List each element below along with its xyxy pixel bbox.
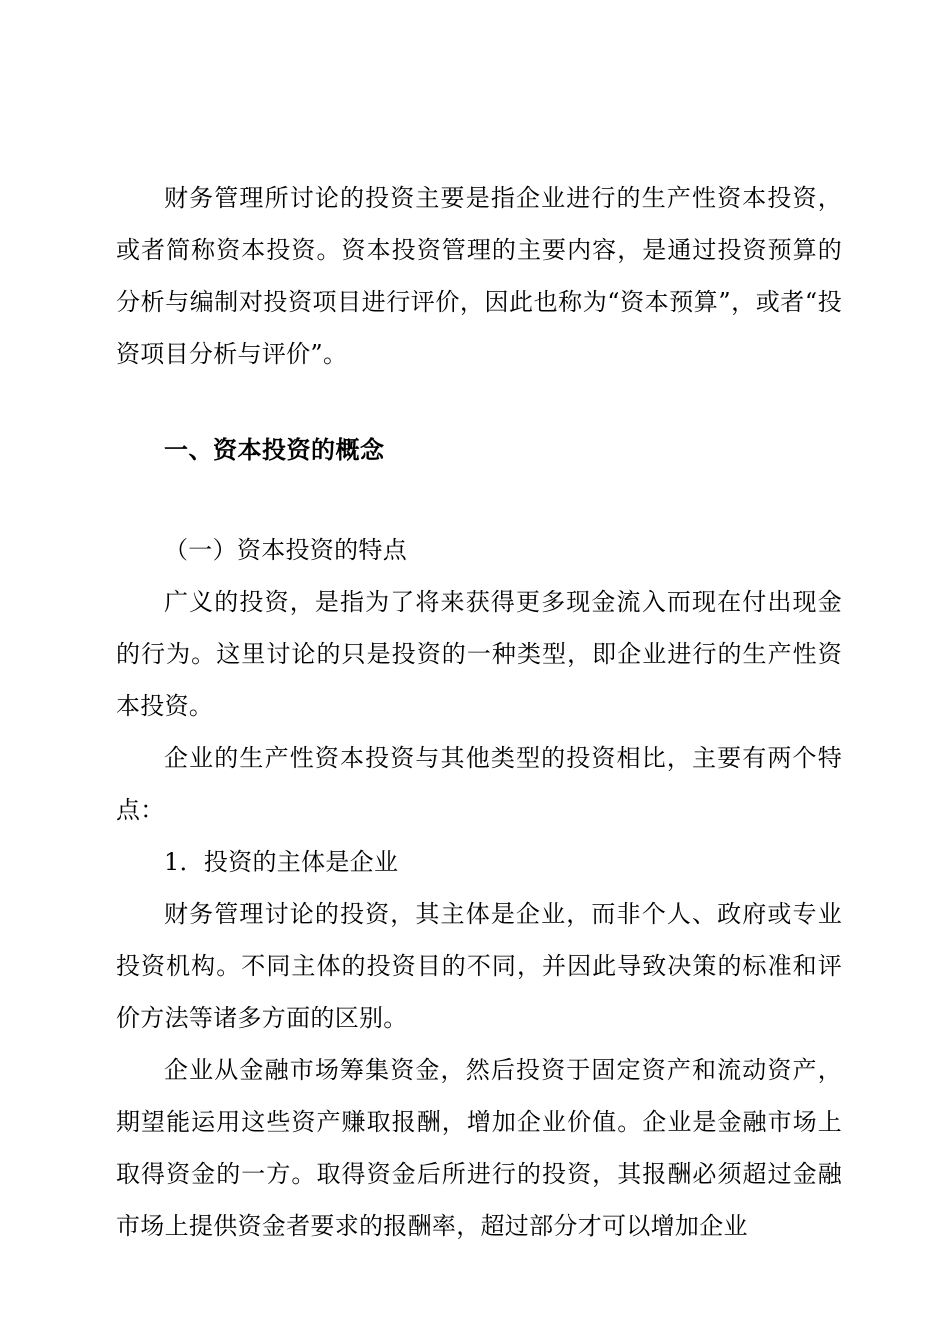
paragraph-1: 广义的投资，是指为了将来获得更多现金流入而现在付出现金的行为。这里讨论的只是投资的一种类型，即企业进行的生产性资本投资。: [116, 588, 842, 720]
point-heading: 1．投资的主体是企业: [164, 848, 399, 876]
paragraph-4: 企业从金融市场筹集资金，然后投资于固定资产和流动资产，期望能运用这些资产赚取报酬，增加企业价值。企业是金融市场上取得资金的一方。取得资金后所进行的投资，其报酬必须超过金融市场上提供资金者要求的报酬率，超过部分才可以增加企业: [116, 1056, 842, 1240]
subsection-heading: （一）资本投资的特点: [164, 536, 407, 564]
intro-section: [116, 172, 842, 380]
section-heading-block: [116, 424, 842, 476]
section-heading: 一、资本投资的概念: [164, 436, 385, 464]
paragraph-2: 企业的生产性资本投资与其他类型的投资相比，主要有两个特点：: [116, 744, 842, 824]
intro-paragraph: 财务管理所讨论的投资主要是指企业进行的生产性资本投资，或者简称资本投资。资本投资管理的主要内容，是通过投资预算的分析与编制对投资项目进行评价，因此也称为“资本预算”，或者“投资项目分析与评价”。: [116, 184, 842, 368]
paragraph-3: 财务管理讨论的投资，其主体是企业，而非个人、政府或专业投资机构。不同主体的投资目的不同，并因此导致决策的标准和评价方法等诸多方面的区别。: [116, 900, 842, 1032]
body-section: [116, 524, 842, 1252]
